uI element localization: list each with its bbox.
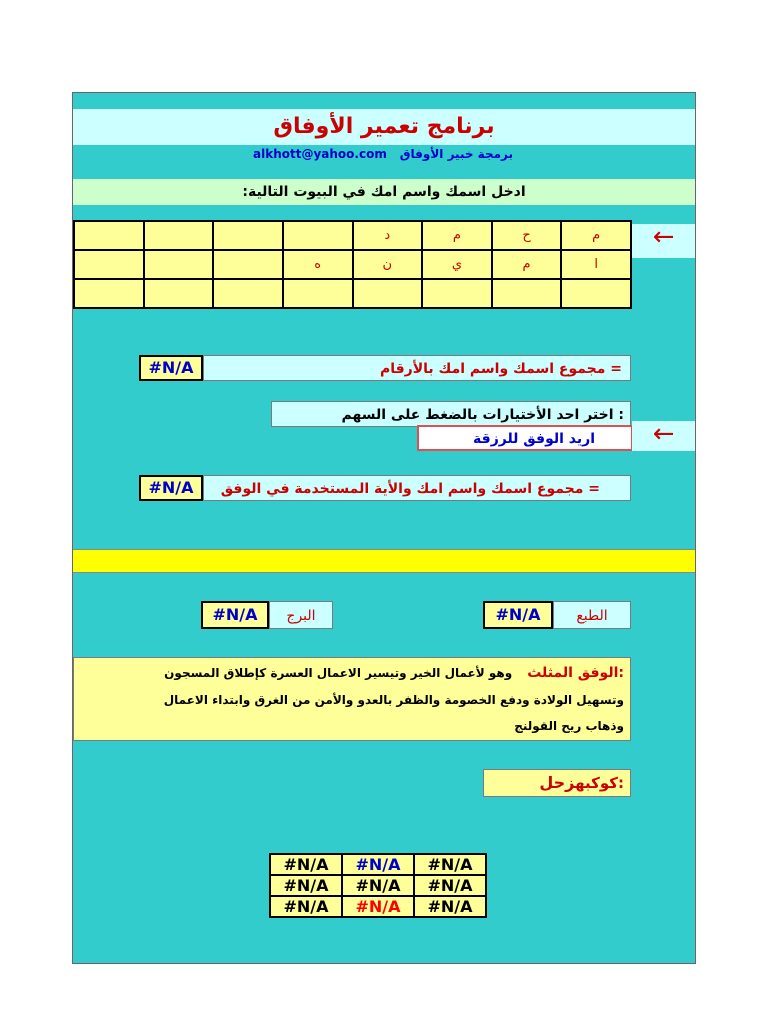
- magic-cell: #N/A: [414, 896, 486, 917]
- magic-cell: #N/A: [342, 854, 414, 875]
- magic-cell: #N/A: [342, 896, 414, 917]
- page-title: برنامج تعمير الأوفاق: [73, 109, 695, 145]
- burj-value: [201, 601, 269, 629]
- wafq-line-3: وذهاب ريح القولنج: [514, 719, 624, 733]
- grid-cell[interactable]: ي: [422, 250, 492, 279]
- name-prompt: :ادخل اسمك واسم امك في البيوت التالية: [73, 179, 695, 205]
- tabe-label: [553, 601, 631, 629]
- magic-square-table: [269, 853, 487, 918]
- spreadsheet-sheet: [72, 92, 696, 964]
- grid-cell[interactable]: [283, 279, 353, 308]
- sum-verse-value: [139, 475, 203, 501]
- tabe-label-text: الطبع: [576, 608, 608, 624]
- grid-arrow-cell: [632, 224, 695, 258]
- left-arrow-icon: ←: [652, 419, 675, 449]
- sum-numbers-label: [203, 355, 631, 381]
- table-row: [270, 896, 486, 917]
- choose-label: [271, 401, 631, 427]
- left-arrow-icon: ←: [652, 222, 675, 252]
- wafq-description: [73, 657, 631, 741]
- grid-cell[interactable]: [422, 279, 492, 308]
- sum-numbers-label-text: = مجموع اسمك واسم امك بالأرقام: [379, 361, 622, 377]
- table-row: [270, 854, 486, 875]
- table-row: [74, 279, 631, 308]
- table-row: [74, 250, 631, 279]
- choose-arrow-cell[interactable]: [632, 421, 695, 451]
- grid-cell[interactable]: [144, 279, 214, 308]
- sum-numbers-value-text: #N/A: [148, 358, 194, 377]
- credit-text: برمجة خبير الأوفاق: [399, 147, 513, 161]
- grid-cell[interactable]: ه: [283, 250, 353, 279]
- sum-numbers-value: [139, 355, 203, 381]
- email-text: alkhott@yahoo.com: [253, 147, 387, 161]
- sum-verse-value-text: #N/A: [148, 478, 194, 497]
- grid-cell[interactable]: ن: [353, 250, 423, 279]
- burj-label: [269, 601, 333, 629]
- grid-cell[interactable]: [74, 221, 144, 250]
- magic-cell: #N/A: [270, 854, 342, 875]
- magic-cell: #N/A: [270, 875, 342, 896]
- burj-value-text: #N/A: [212, 605, 258, 624]
- wafq-line-2: وتسهيل الولادة ودفع الخصومة والظفر بالعدو والأمن من الغرق وابتداء الاعمال: [163, 693, 624, 707]
- choose-label-text: : اختر احد الأختيارات بالضغط على السهم: [341, 407, 624, 423]
- grid-cell[interactable]: [144, 250, 214, 279]
- choose-dropdown[interactable]: [417, 425, 633, 451]
- tabe-value-text: #N/A: [495, 605, 541, 624]
- grid-cell[interactable]: [213, 221, 283, 250]
- tabe-value: [483, 601, 553, 629]
- grid-cell[interactable]: [492, 279, 562, 308]
- table-row: [270, 875, 486, 896]
- grid-cell[interactable]: د: [353, 221, 423, 250]
- wafq-line-1: وهو لأعمال الخير وتيسير الاعمال العسرة كإطلاق المسجون: [164, 666, 513, 680]
- wafq-label: :الوفق المثلث: [527, 665, 624, 681]
- credit-line: [253, 145, 513, 163]
- grid-cell[interactable]: م: [492, 250, 562, 279]
- name-letters-grid: [73, 220, 632, 309]
- table-row: [74, 221, 631, 250]
- grid-cell[interactable]: [213, 250, 283, 279]
- grid-cell[interactable]: [213, 279, 283, 308]
- grid-cell[interactable]: ح: [492, 221, 562, 250]
- sum-verse-label-text: = مجموع اسمك واسم امك والأية المستخدمة في الوفق: [220, 481, 600, 497]
- planet-row: [483, 769, 631, 797]
- magic-cell: #N/A: [414, 875, 486, 896]
- magic-cell: #N/A: [342, 875, 414, 896]
- grid-cell[interactable]: [74, 279, 144, 308]
- choose-dropdown-value: اريد الوفق للرزقة: [473, 431, 595, 447]
- magic-cell: #N/A: [270, 896, 342, 917]
- grid-cell[interactable]: [283, 221, 353, 250]
- grid-cell[interactable]: [353, 279, 423, 308]
- sum-verse-label: [203, 475, 631, 501]
- grid-cell[interactable]: [74, 250, 144, 279]
- planet-label: :كوكبه: [575, 774, 624, 792]
- grid-cell[interactable]: [561, 279, 631, 308]
- grid-cell[interactable]: [144, 221, 214, 250]
- grid-cell[interactable]: م: [422, 221, 492, 250]
- grid-cell[interactable]: م: [561, 221, 631, 250]
- magic-cell: #N/A: [414, 854, 486, 875]
- grid-cell[interactable]: ا: [561, 250, 631, 279]
- burj-label-text: البرج: [286, 608, 316, 624]
- planet-value: زحل: [539, 773, 576, 792]
- divider-band: [73, 549, 695, 573]
